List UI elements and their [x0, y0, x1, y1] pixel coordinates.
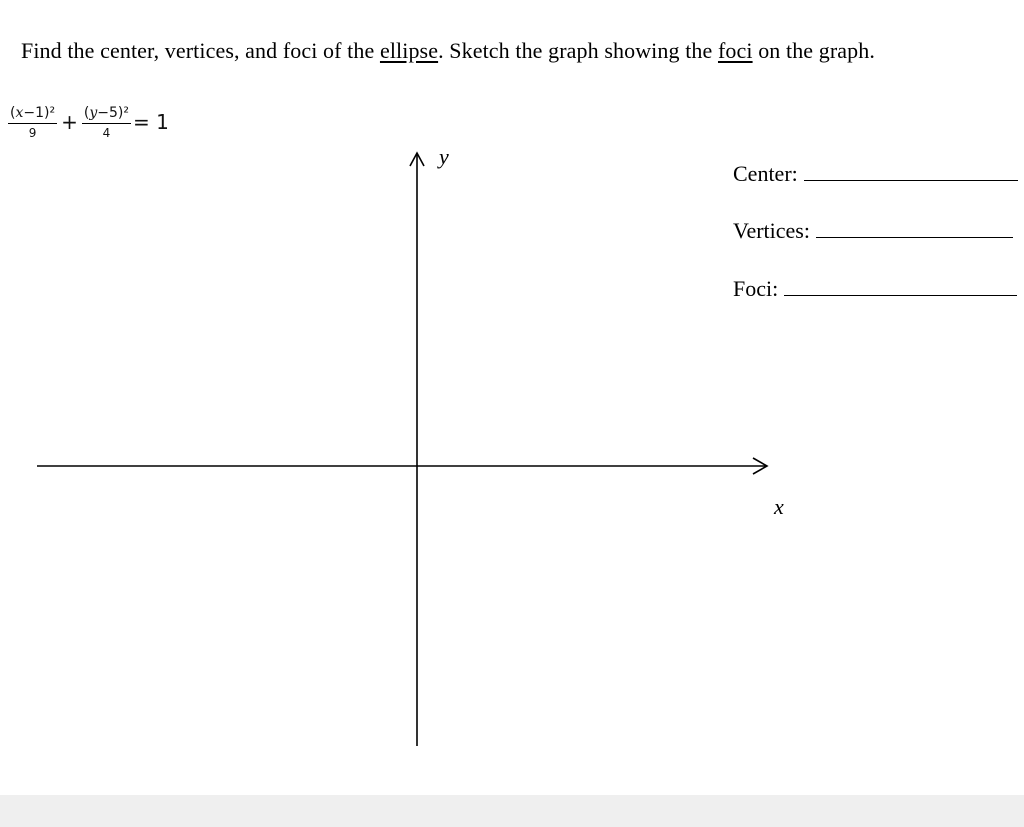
- vertices-label: Vertices:: [733, 218, 810, 243]
- footer-bar: [0, 795, 1024, 827]
- fraction-x-numerator: (x−1)²: [8, 105, 57, 124]
- foci-row: [733, 275, 1017, 302]
- instruction-text-2: . Sketch the graph showing the: [438, 38, 718, 63]
- vertices-answer-blank[interactable]: [816, 217, 1013, 238]
- x-axis-label: x: [774, 494, 784, 519]
- fraction-x-denominator: 9: [28, 126, 37, 140]
- foci-link-word[interactable]: foci: [717, 38, 753, 63]
- vertices-row: [733, 217, 1013, 244]
- fraction-y-numerator: (y−5)²: [82, 105, 131, 124]
- y-axis-label: y: [439, 144, 449, 169]
- plus-sign: +: [61, 109, 78, 134]
- ellipse-link-word[interactable]: ellipse: [379, 38, 439, 63]
- foci-label: Foci:: [733, 276, 779, 301]
- fraction-y-denominator: 4: [102, 126, 111, 140]
- center-label: Center:: [733, 161, 798, 186]
- equation-rhs: = 1: [132, 109, 169, 134]
- instruction-text-3: on the graph.: [752, 38, 875, 63]
- instruction-text-1: Find the center, vertices, and foci of the: [21, 38, 380, 63]
- center-answer-blank[interactable]: [804, 160, 1018, 181]
- center-row: [733, 160, 1018, 187]
- foci-answer-blank[interactable]: [784, 275, 1017, 296]
